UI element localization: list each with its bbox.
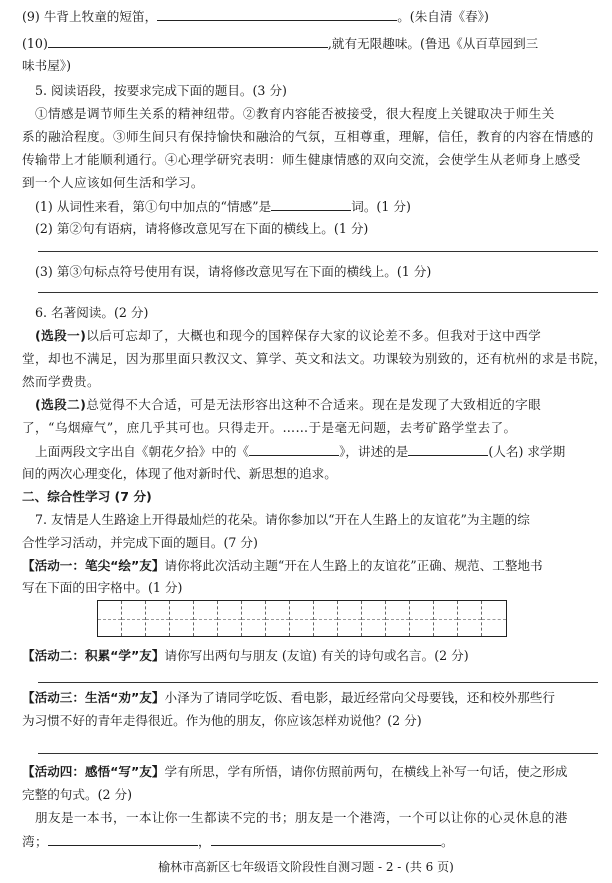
q5-passage-line1: ①情感是调节师生关系的精神纽带。②教育内容能否被接受，很大程度上关键取决于师生关 — [35, 106, 555, 121]
section2-heading: 二、综合性学习 (7 分) — [22, 489, 152, 504]
q6-q-part-b: 》，讲述的是 — [339, 444, 409, 459]
q6-sel2-text: 总觉得不大合适，可是无法形容出这种不合适来。现在是发现了大致相近的字眼 — [86, 397, 542, 412]
q7-act4-text: 学有所思，学有所悟，请你仿照前两句，在横线上补写一句话，使之形成 — [164, 764, 568, 779]
q7-act4-end-b: 。 — [441, 834, 454, 849]
q7-act4-example: 朋友是一本书，一本让你一生都读不完的书；朋友是一个港湾，一个可以让你的心灵休息的港 — [35, 810, 568, 825]
q10-blank[interactable] — [48, 35, 328, 48]
q6-sel1-line2: 堂，却也不满足，因为那里面只教汉文、算学、英文和法文。功课较为别致的，还有杭州的求是书院， — [22, 351, 607, 366]
q6-question-line1 — [35, 443, 605, 460]
q6-sel2-label: (选段二) — [35, 397, 87, 412]
tianzige-cell[interactable] — [482, 601, 506, 636]
q6-title-blank[interactable] — [249, 443, 339, 456]
tianzige-cell[interactable] — [98, 601, 122, 636]
q5-sub1-prefix: (1) 从词性来看，第①句中加点的“情感”是 — [35, 199, 272, 214]
q9-suffix: 。(朱自清《春》) — [397, 9, 489, 24]
q5-passage-line2: 系的融洽程度。③师生间只有保持愉快和融洽的气氛，互相尊重，理解，信任，教育的内容在情感的 — [22, 129, 594, 144]
q10-line2: 味书屋》) — [22, 58, 71, 73]
q6-heading: 6. 名著阅读。(2 分) — [35, 305, 149, 320]
tianzige-cell[interactable] — [146, 601, 170, 636]
q7-act3-text: 小泽为了请同学吃饭、看电影，最近经常向父母要钱，还和校外那些行 — [164, 690, 555, 705]
q7-act1-text: 请你将此次活动主题“开在人生路上的友谊花”正确、规范、工整地书 — [164, 558, 543, 573]
q7-act4-answer-row: 湾； ， 。 — [22, 834, 454, 849]
q6-sel2-line1 — [35, 397, 605, 413]
q9-line — [22, 8, 592, 25]
q5-passage-line3: 传输带上才能顺利通行。④心理学研究表明：师生健康情感的双向交流，会使学生从老师身上感受 — [22, 152, 581, 167]
q7-act2-label: 【活动二：积累“学”友】 — [22, 648, 165, 663]
q5-sub2-answer-line[interactable] — [38, 251, 598, 252]
q7-act4-label: 【活动四：感悟“写”友】 — [22, 764, 165, 779]
q5-sub2: (2) 第②句有语病，请将修改意见写在下面的横线上。(1 分) — [35, 221, 369, 236]
tianzige-cell[interactable] — [242, 601, 266, 636]
q5-sub3: (3) 第③句标点符号使用有误，请将修改意见写在下面的横线上。(1 分) — [35, 264, 432, 279]
q7-act3-answer-line[interactable] — [38, 753, 598, 754]
q7-act4-blank-2[interactable] — [211, 833, 441, 846]
q10-prefix: (10) — [22, 36, 48, 51]
q6-name-blank[interactable] — [408, 443, 488, 456]
q6-question-line2: 间的两次心理变化，体现了他对新时代、新思想的追求。 — [22, 466, 337, 481]
q6-q-part-a: 上面两段文字出自《朝花夕拾》中的《 — [35, 444, 250, 459]
q5-passage-line4: 到一个人应该如何生活和学习。 — [22, 175, 204, 190]
q6-sel1-text: 以后可忘却了，大概也和现今的国粹保存大家的议论差不多。但我对于这中西学 — [86, 328, 542, 343]
q6-sel2-line2: 了，“乌烟瘴气”，庶几乎其可也。只得走开。……于是毫无问题，去考矿路学堂去了。 — [22, 420, 517, 435]
q9-blank[interactable] — [157, 8, 397, 21]
q7-intro-line2: 合性学习活动，并完成下面的题目。(7 分) — [22, 535, 258, 550]
q7-act1-line2: 写在下面的田字格中。(1 分) — [22, 580, 183, 595]
q5-sub1-suffix: 词。(1 分) — [351, 199, 411, 214]
q6-sel1-line1 — [35, 328, 605, 344]
q7-act4-line2: 完整的句式。(2 分) — [22, 787, 132, 802]
q7-act2-text: 请你写出两句与朋友 (友谊) 有关的诗句或名言。(2 分) — [164, 648, 469, 663]
tianzige-cell[interactable] — [122, 601, 146, 636]
q7-act2-answer-line[interactable] — [38, 682, 598, 683]
tianzige-cell[interactable] — [218, 601, 242, 636]
tianzige-cell[interactable] — [170, 601, 194, 636]
q7-act3-line1 — [22, 690, 592, 706]
page-footer: 榆林市高新区七年级语文阶段性自测习题 - 2 - (共 6 页) — [158, 860, 454, 874]
q10-suffix: ,就有无限趣味。(鲁迅《从百草园到三 — [327, 36, 539, 51]
q9-prefix: (9) 牛背上牧童的短笛， — [22, 9, 158, 24]
q6-q-part-c: (人名) 求学期 — [488, 444, 566, 459]
q10-line — [22, 35, 592, 52]
q5-sub1-blank[interactable] — [271, 198, 351, 211]
tianzige-cell[interactable] — [410, 601, 434, 636]
q7-act1-label: 【活动一：笔尖“绘”友】 — [22, 558, 165, 573]
q7-act1-line1 — [22, 558, 592, 574]
tianzige-cell[interactable] — [194, 601, 218, 636]
tianzige-cell[interactable] — [338, 601, 362, 636]
q7-act2-line — [22, 648, 592, 664]
tianzige-cell[interactable] — [314, 601, 338, 636]
q7-act3-line2: 为习惯不好的青年走得很近。作为他的朋友，你应该怎样劝说他？(2 分) — [22, 713, 422, 728]
q6-sel1-label: (选段一) — [35, 328, 87, 343]
tianzige-cell[interactable] — [458, 601, 482, 636]
tianzige-grid[interactable] — [97, 600, 507, 637]
q6-sel1-line3: 然而学费贵。 — [22, 374, 100, 389]
q7-intro-line1: 7. 友情是人生路途上开得最灿烂的花朵。请你参加以“开在人生路上的友谊花”为主题的综 — [35, 512, 530, 527]
tianzige-cell[interactable] — [434, 601, 458, 636]
tianzige-cell[interactable] — [290, 601, 314, 636]
q7-act4-line1 — [22, 764, 592, 780]
tianzige-cell[interactable] — [362, 601, 386, 636]
q5-sub3-answer-line[interactable] — [38, 292, 598, 293]
q7-act4-end-a: 湾； — [22, 834, 48, 849]
tianzige-cell[interactable] — [386, 601, 410, 636]
q7-act4-blank-1[interactable] — [48, 833, 198, 846]
q5-heading: 5. 阅读语段，按要求完成下面的题目。(3 分) — [35, 83, 287, 98]
q5-sub1 — [35, 198, 605, 215]
tianzige-cell[interactable] — [266, 601, 290, 636]
q7-act3-label: 【活动三：生活“劝”友】 — [22, 690, 165, 705]
